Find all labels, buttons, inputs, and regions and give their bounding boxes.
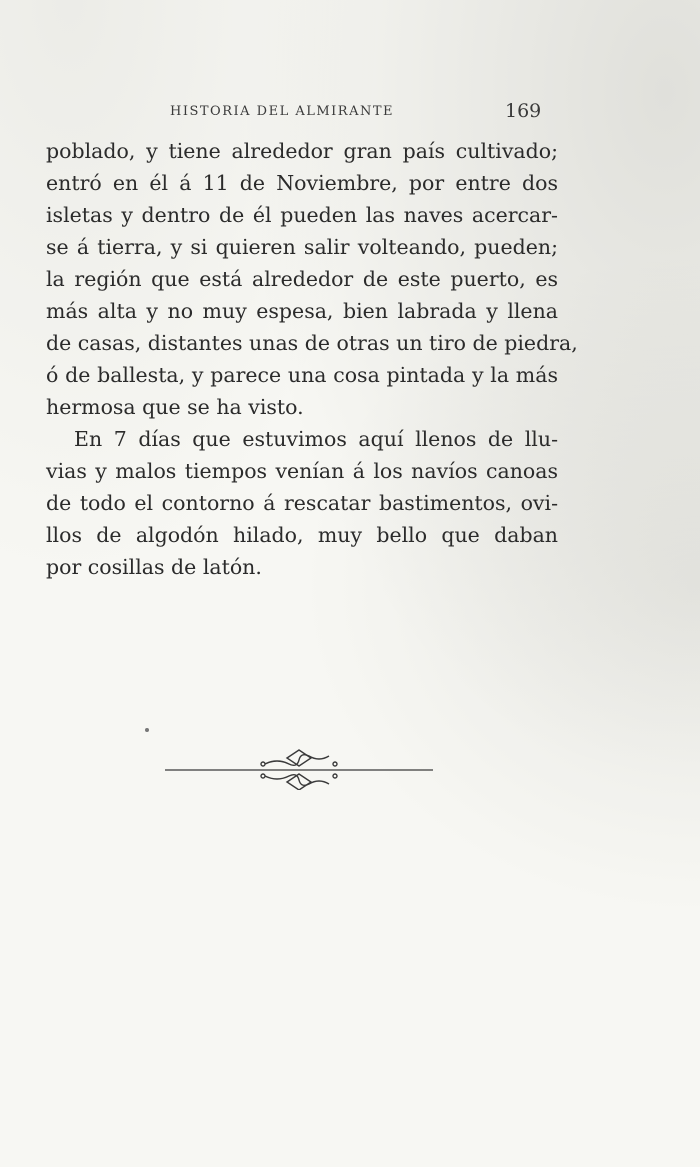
text-line: hermosa que se ha visto. (46, 395, 304, 419)
text-line: poblado, y tiene alrededor gran país cultivado; (46, 139, 558, 163)
ink-speck (145, 728, 149, 732)
text-line: la región que está alrededor de este puerto, es (46, 267, 558, 291)
text-line: En 7 días que estuvimos aquí llenos de llu- (74, 427, 558, 451)
running-head: HISTORIA DEL ALMIRANTE (170, 104, 395, 119)
text-line: isletas y dentro de él pueden las naves acercar- (46, 203, 558, 227)
paragraph-2 (46, 423, 558, 583)
tailpiece-ornament-icon (165, 746, 433, 790)
text-line: se á tierra, y si quieren salir volteando, pueden; (46, 235, 558, 259)
text-line: entró en él á 11 de Noviembre, por entre dos (46, 171, 558, 195)
text-line: más alta y no muy espesa, bien labrada y llena (46, 299, 558, 323)
text-line: de casas, distantes unas de otras un tiro de piedra, (46, 331, 578, 355)
text-line: llos de algodón hilado, muy bello que daban (46, 523, 558, 547)
paragraph-1 (46, 135, 578, 423)
page-number: 169 (505, 100, 542, 122)
text-line: ó de ballesta, y parece una cosa pintada y la más (46, 363, 558, 387)
text-line: por cosillas de latón. (46, 555, 262, 579)
text-line: de todo el contorno á rescatar bastimentos, ovi- (46, 491, 558, 515)
text-line: vias y malos tiempos venían á los navíos canoas (46, 459, 558, 483)
body-text (46, 135, 578, 583)
